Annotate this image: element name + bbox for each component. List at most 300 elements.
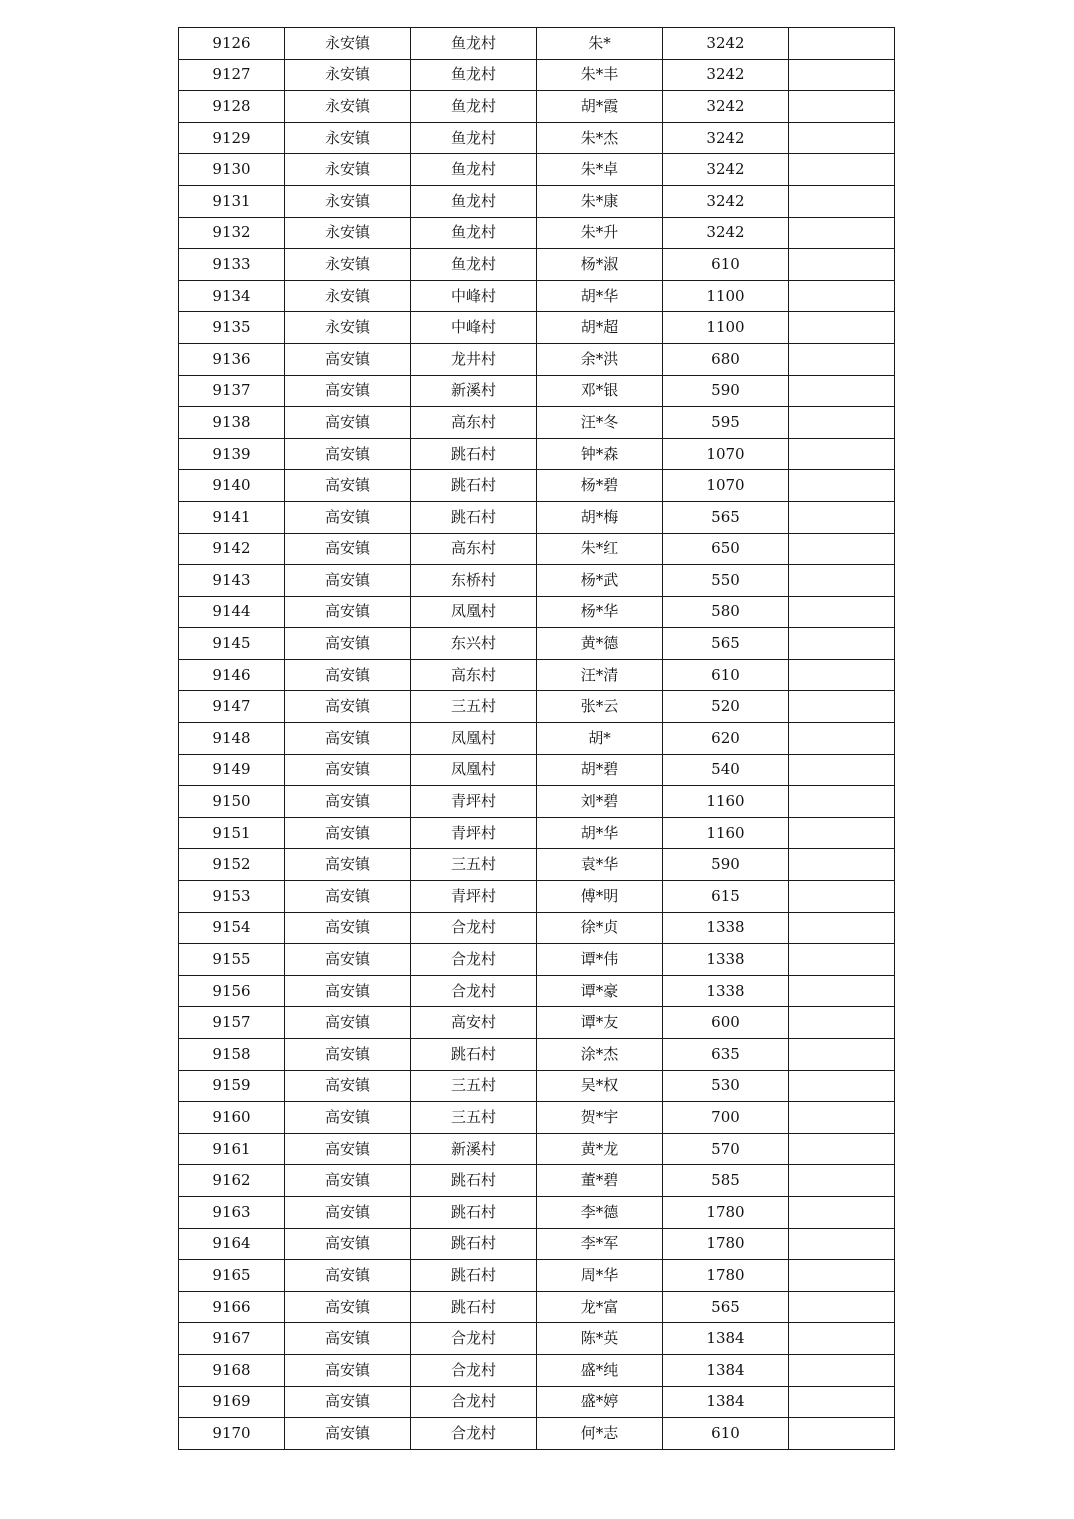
village-cell: 东桥村 (411, 565, 537, 597)
town-cell: 高安镇 (285, 849, 411, 881)
table-row (179, 754, 895, 786)
row-number-cell: 9162 (179, 1165, 285, 1197)
amount-cell: 600 (663, 1007, 789, 1039)
town-cell: 高安镇 (285, 407, 411, 439)
note-cell (789, 280, 895, 312)
name-cell: 胡* (537, 723, 663, 755)
row-number-cell: 9164 (179, 1228, 285, 1260)
name-cell: 何*志 (537, 1418, 663, 1450)
name-cell: 谭*豪 (537, 975, 663, 1007)
village-cell: 三五村 (411, 849, 537, 881)
table-row (179, 91, 895, 123)
row-number-cell: 9148 (179, 723, 285, 755)
village-cell: 青坪村 (411, 786, 537, 818)
name-cell: 朱*康 (537, 185, 663, 217)
town-cell: 高安镇 (285, 1260, 411, 1292)
note-cell (789, 1039, 895, 1071)
table-row (179, 817, 895, 849)
amount-cell: 520 (663, 691, 789, 723)
town-cell: 高安镇 (285, 1386, 411, 1418)
amount-cell: 3242 (663, 154, 789, 186)
table-row (179, 659, 895, 691)
name-cell: 胡*梅 (537, 501, 663, 533)
village-cell: 鱼龙村 (411, 122, 537, 154)
amount-cell: 3242 (663, 122, 789, 154)
table-row (179, 1165, 895, 1197)
town-cell: 高安镇 (285, 628, 411, 660)
town-cell: 永安镇 (285, 280, 411, 312)
town-cell: 高安镇 (285, 565, 411, 597)
town-cell: 高安镇 (285, 1291, 411, 1323)
table-row (179, 1418, 895, 1450)
name-cell: 盛*纯 (537, 1354, 663, 1386)
row-number-cell: 9144 (179, 596, 285, 628)
name-cell: 杨*华 (537, 596, 663, 628)
name-cell: 胡*超 (537, 312, 663, 344)
name-cell: 傅*明 (537, 881, 663, 913)
village-cell: 青坪村 (411, 881, 537, 913)
row-number-cell: 9132 (179, 217, 285, 249)
table-row (179, 1007, 895, 1039)
note-cell (789, 691, 895, 723)
town-cell: 永安镇 (285, 91, 411, 123)
table-row (179, 1291, 895, 1323)
row-number-cell: 9145 (179, 628, 285, 660)
village-cell: 中峰村 (411, 280, 537, 312)
row-number-cell: 9147 (179, 691, 285, 723)
name-cell: 朱*丰 (537, 59, 663, 91)
name-cell: 钟*森 (537, 438, 663, 470)
name-cell: 朱*杰 (537, 122, 663, 154)
village-cell: 新溪村 (411, 375, 537, 407)
town-cell: 高安镇 (285, 533, 411, 565)
village-cell: 高东村 (411, 407, 537, 439)
table-row (179, 691, 895, 723)
name-cell: 朱*卓 (537, 154, 663, 186)
note-cell (789, 1196, 895, 1228)
row-number-cell: 9169 (179, 1386, 285, 1418)
village-cell: 跳石村 (411, 1196, 537, 1228)
table-row (179, 1102, 895, 1134)
amount-cell: 580 (663, 596, 789, 628)
village-cell: 龙井村 (411, 343, 537, 375)
village-cell: 跳石村 (411, 438, 537, 470)
table-row (179, 407, 895, 439)
table-row (179, 1196, 895, 1228)
town-cell: 高安镇 (285, 1039, 411, 1071)
village-cell: 跳石村 (411, 1228, 537, 1260)
table-row (179, 249, 895, 281)
village-cell: 鱼龙村 (411, 249, 537, 281)
note-cell (789, 122, 895, 154)
note-cell (789, 1102, 895, 1134)
town-cell: 高安镇 (285, 1418, 411, 1450)
name-cell: 胡*霞 (537, 91, 663, 123)
note-cell (789, 343, 895, 375)
row-number-cell: 9142 (179, 533, 285, 565)
note-cell (789, 312, 895, 344)
amount-cell: 540 (663, 754, 789, 786)
table-row (179, 438, 895, 470)
amount-cell: 565 (663, 501, 789, 533)
note-cell (789, 723, 895, 755)
village-cell: 鱼龙村 (411, 154, 537, 186)
village-cell: 中峰村 (411, 312, 537, 344)
amount-cell: 1100 (663, 280, 789, 312)
row-number-cell: 9136 (179, 343, 285, 375)
note-cell (789, 912, 895, 944)
table-row (179, 596, 895, 628)
row-number-cell: 9137 (179, 375, 285, 407)
note-cell (789, 1354, 895, 1386)
town-cell: 高安镇 (285, 1323, 411, 1355)
subsidy-list-table (178, 27, 895, 1450)
name-cell: 周*华 (537, 1260, 663, 1292)
name-cell: 盛*婷 (537, 1386, 663, 1418)
name-cell: 汪*清 (537, 659, 663, 691)
name-cell: 吴*权 (537, 1070, 663, 1102)
village-cell: 三五村 (411, 1102, 537, 1134)
table-row (179, 470, 895, 502)
table-row (179, 1354, 895, 1386)
amount-cell: 680 (663, 343, 789, 375)
name-cell: 朱*升 (537, 217, 663, 249)
town-cell: 永安镇 (285, 28, 411, 60)
table-row (179, 723, 895, 755)
name-cell: 汪*冬 (537, 407, 663, 439)
amount-cell: 1100 (663, 312, 789, 344)
village-cell: 凤凰村 (411, 754, 537, 786)
town-cell: 高安镇 (285, 723, 411, 755)
table-row (179, 912, 895, 944)
village-cell: 三五村 (411, 1070, 537, 1102)
table-row (179, 375, 895, 407)
village-cell: 跳石村 (411, 470, 537, 502)
amount-cell: 3242 (663, 185, 789, 217)
village-cell: 青坪村 (411, 817, 537, 849)
amount-cell: 570 (663, 1133, 789, 1165)
town-cell: 高安镇 (285, 1133, 411, 1165)
amount-cell: 585 (663, 1165, 789, 1197)
amount-cell: 700 (663, 1102, 789, 1134)
name-cell: 董*碧 (537, 1165, 663, 1197)
row-number-cell: 9158 (179, 1039, 285, 1071)
note-cell (789, 1070, 895, 1102)
table-row (179, 849, 895, 881)
village-cell: 合龙村 (411, 1418, 537, 1450)
village-cell: 东兴村 (411, 628, 537, 660)
row-number-cell: 9163 (179, 1196, 285, 1228)
table-row (179, 1228, 895, 1260)
name-cell: 余*洪 (537, 343, 663, 375)
village-cell: 合龙村 (411, 1323, 537, 1355)
village-cell: 合龙村 (411, 1386, 537, 1418)
note-cell (789, 1323, 895, 1355)
town-cell: 高安镇 (285, 659, 411, 691)
amount-cell: 565 (663, 1291, 789, 1323)
note-cell (789, 881, 895, 913)
note-cell (789, 533, 895, 565)
town-cell: 永安镇 (285, 122, 411, 154)
village-cell: 合龙村 (411, 1354, 537, 1386)
amount-cell: 1780 (663, 1196, 789, 1228)
town-cell: 永安镇 (285, 154, 411, 186)
village-cell: 高东村 (411, 533, 537, 565)
village-cell: 合龙村 (411, 975, 537, 1007)
amount-cell: 595 (663, 407, 789, 439)
note-cell (789, 28, 895, 60)
village-cell: 鱼龙村 (411, 217, 537, 249)
row-number-cell: 9168 (179, 1354, 285, 1386)
note-cell (789, 407, 895, 439)
note-cell (789, 1386, 895, 1418)
note-cell (789, 944, 895, 976)
table-row (179, 1260, 895, 1292)
town-cell: 高安镇 (285, 1354, 411, 1386)
town-cell: 高安镇 (285, 1228, 411, 1260)
table-row (179, 59, 895, 91)
town-cell: 高安镇 (285, 754, 411, 786)
amount-cell: 1780 (663, 1228, 789, 1260)
amount-cell: 530 (663, 1070, 789, 1102)
row-number-cell: 9138 (179, 407, 285, 439)
table-body (179, 28, 895, 1450)
town-cell: 高安镇 (285, 1196, 411, 1228)
name-cell: 涂*杰 (537, 1039, 663, 1071)
note-cell (789, 438, 895, 470)
note-cell (789, 628, 895, 660)
village-cell: 鱼龙村 (411, 185, 537, 217)
row-number-cell: 9170 (179, 1418, 285, 1450)
table-row (179, 343, 895, 375)
row-number-cell: 9165 (179, 1260, 285, 1292)
note-cell (789, 185, 895, 217)
amount-cell: 590 (663, 849, 789, 881)
name-cell: 谭*伟 (537, 944, 663, 976)
row-number-cell: 9154 (179, 912, 285, 944)
row-number-cell: 9126 (179, 28, 285, 60)
amount-cell: 620 (663, 723, 789, 755)
name-cell: 谭*友 (537, 1007, 663, 1039)
town-cell: 永安镇 (285, 217, 411, 249)
amount-cell: 610 (663, 249, 789, 281)
town-cell: 高安镇 (285, 596, 411, 628)
note-cell (789, 1418, 895, 1450)
table-row (179, 280, 895, 312)
amount-cell: 3242 (663, 91, 789, 123)
amount-cell: 1384 (663, 1386, 789, 1418)
amount-cell: 1338 (663, 944, 789, 976)
village-cell: 凤凰村 (411, 723, 537, 755)
note-cell (789, 849, 895, 881)
note-cell (789, 1133, 895, 1165)
row-number-cell: 9141 (179, 501, 285, 533)
village-cell: 鱼龙村 (411, 59, 537, 91)
town-cell: 永安镇 (285, 249, 411, 281)
note-cell (789, 786, 895, 818)
town-cell: 高安镇 (285, 375, 411, 407)
note-cell (789, 249, 895, 281)
note-cell (789, 1260, 895, 1292)
name-cell: 张*云 (537, 691, 663, 723)
amount-cell: 610 (663, 1418, 789, 1450)
name-cell: 刘*碧 (537, 786, 663, 818)
amount-cell: 1070 (663, 438, 789, 470)
table-row (179, 154, 895, 186)
town-cell: 高安镇 (285, 1165, 411, 1197)
note-cell (789, 817, 895, 849)
name-cell: 龙*富 (537, 1291, 663, 1323)
town-cell: 高安镇 (285, 691, 411, 723)
amount-cell: 1780 (663, 1260, 789, 1292)
table-row (179, 1070, 895, 1102)
name-cell: 邓*银 (537, 375, 663, 407)
town-cell: 高安镇 (285, 470, 411, 502)
row-number-cell: 9128 (179, 91, 285, 123)
town-cell: 高安镇 (285, 1102, 411, 1134)
amount-cell: 3242 (663, 59, 789, 91)
amount-cell: 1160 (663, 817, 789, 849)
name-cell: 胡*华 (537, 817, 663, 849)
village-cell: 跳石村 (411, 1291, 537, 1323)
name-cell: 朱*红 (537, 533, 663, 565)
name-cell: 杨*碧 (537, 470, 663, 502)
amount-cell: 1160 (663, 786, 789, 818)
note-cell (789, 1165, 895, 1197)
table-row (179, 1039, 895, 1071)
row-number-cell: 9159 (179, 1070, 285, 1102)
name-cell: 贺*宇 (537, 1102, 663, 1134)
note-cell (789, 217, 895, 249)
row-number-cell: 9151 (179, 817, 285, 849)
town-cell: 高安镇 (285, 817, 411, 849)
name-cell: 朱* (537, 28, 663, 60)
row-number-cell: 9127 (179, 59, 285, 91)
row-number-cell: 9134 (179, 280, 285, 312)
row-number-cell: 9133 (179, 249, 285, 281)
table-row (179, 1323, 895, 1355)
table-row (179, 881, 895, 913)
town-cell: 永安镇 (285, 185, 411, 217)
name-cell: 胡*华 (537, 280, 663, 312)
town-cell: 高安镇 (285, 438, 411, 470)
note-cell (789, 1228, 895, 1260)
amount-cell: 635 (663, 1039, 789, 1071)
row-number-cell: 9143 (179, 565, 285, 597)
town-cell: 高安镇 (285, 912, 411, 944)
table-row (179, 28, 895, 60)
amount-cell: 590 (663, 375, 789, 407)
village-cell: 跳石村 (411, 1260, 537, 1292)
amount-cell: 1384 (663, 1354, 789, 1386)
town-cell: 高安镇 (285, 343, 411, 375)
village-cell: 合龙村 (411, 944, 537, 976)
town-cell: 永安镇 (285, 312, 411, 344)
row-number-cell: 9150 (179, 786, 285, 818)
town-cell: 高安镇 (285, 501, 411, 533)
table-row (179, 217, 895, 249)
name-cell: 黄*德 (537, 628, 663, 660)
table-row (179, 185, 895, 217)
village-cell: 高安村 (411, 1007, 537, 1039)
table-row (179, 565, 895, 597)
name-cell: 袁*华 (537, 849, 663, 881)
town-cell: 高安镇 (285, 975, 411, 1007)
town-cell: 高安镇 (285, 881, 411, 913)
row-number-cell: 9153 (179, 881, 285, 913)
row-number-cell: 9130 (179, 154, 285, 186)
table-row (179, 786, 895, 818)
amount-cell: 610 (663, 659, 789, 691)
row-number-cell: 9146 (179, 659, 285, 691)
row-number-cell: 9135 (179, 312, 285, 344)
village-cell: 新溪村 (411, 1133, 537, 1165)
amount-cell: 650 (663, 533, 789, 565)
table-row (179, 975, 895, 1007)
amount-cell: 1338 (663, 975, 789, 1007)
note-cell (789, 1291, 895, 1323)
amount-cell: 3242 (663, 28, 789, 60)
name-cell: 李*军 (537, 1228, 663, 1260)
row-number-cell: 9160 (179, 1102, 285, 1134)
table-row (179, 533, 895, 565)
note-cell (789, 596, 895, 628)
village-cell: 合龙村 (411, 912, 537, 944)
row-number-cell: 9140 (179, 470, 285, 502)
village-cell: 鱼龙村 (411, 91, 537, 123)
table-row (179, 1386, 895, 1418)
note-cell (789, 975, 895, 1007)
note-cell (789, 754, 895, 786)
row-number-cell: 9139 (179, 438, 285, 470)
row-number-cell: 9166 (179, 1291, 285, 1323)
town-cell: 高安镇 (285, 1070, 411, 1102)
amount-cell: 1338 (663, 912, 789, 944)
village-cell: 鱼龙村 (411, 28, 537, 60)
village-cell: 高东村 (411, 659, 537, 691)
note-cell (789, 659, 895, 691)
name-cell: 杨*武 (537, 565, 663, 597)
row-number-cell: 9167 (179, 1323, 285, 1355)
table-row (179, 122, 895, 154)
table-row (179, 501, 895, 533)
row-number-cell: 9157 (179, 1007, 285, 1039)
amount-cell: 565 (663, 628, 789, 660)
name-cell: 李*德 (537, 1196, 663, 1228)
row-number-cell: 9156 (179, 975, 285, 1007)
amount-cell: 550 (663, 565, 789, 597)
amount-cell: 3242 (663, 217, 789, 249)
town-cell: 高安镇 (285, 786, 411, 818)
name-cell: 胡*碧 (537, 754, 663, 786)
table-row (179, 944, 895, 976)
amount-cell: 1384 (663, 1323, 789, 1355)
note-cell (789, 59, 895, 91)
village-cell: 跳石村 (411, 501, 537, 533)
name-cell: 黄*龙 (537, 1133, 663, 1165)
note-cell (789, 501, 895, 533)
note-cell (789, 91, 895, 123)
table-row (179, 1133, 895, 1165)
row-number-cell: 9155 (179, 944, 285, 976)
village-cell: 凤凰村 (411, 596, 537, 628)
row-number-cell: 9161 (179, 1133, 285, 1165)
note-cell (789, 470, 895, 502)
amount-cell: 615 (663, 881, 789, 913)
town-cell: 高安镇 (285, 1007, 411, 1039)
table-row (179, 628, 895, 660)
town-cell: 高安镇 (285, 944, 411, 976)
